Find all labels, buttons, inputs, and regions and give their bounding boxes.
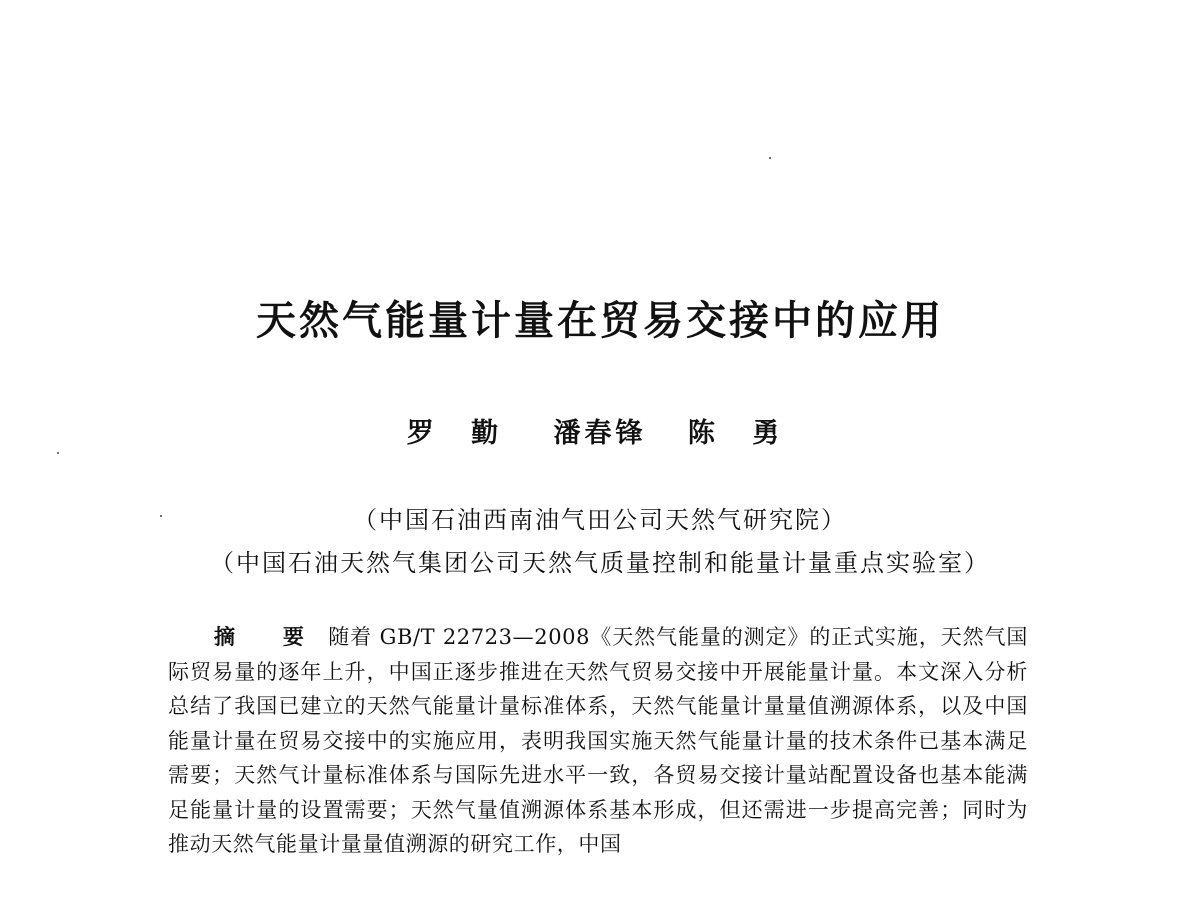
abstract-paragraph	[168, 620, 1028, 862]
abstract-text: 随着 GB/T 22723—2008《天然气能量的测定》的正式实施，天然气国际贸易量的逐年上升，中国正逐步推进在天然气贸易交接中开展能量计量。本文深入分析总结了我国已建立的天然气能量计量标准体系，天然气能量计量量值溯源体系，以及中国能量计量在贸易交接中的实施应用，表明我国实施天然气能量计量的技术条件已基本满足需要；天然气计量标准体系与国际先进水平一致，各贸易交接计量站配置设备也基本能满足能量计量的设置需要；天然气量值溯源体系基本形成，但还需进一步提高完善；同时为推动天然气能量计量量值溯源的研究工作，中国	[168, 625, 1028, 856]
abstract-label: 摘 要	[214, 625, 325, 649]
author-list	[0, 414, 1200, 454]
paper-title: 天然气能量计量在贸易交接中的应用	[256, 298, 944, 344]
author-name: 陈 勇	[687, 418, 794, 449]
author-name: 罗 勤	[406, 418, 513, 449]
scan-speck	[769, 157, 771, 159]
affiliation-line: （中国石油西南油气田公司天然气研究院）	[353, 506, 847, 534]
author-name: 潘春锋	[553, 418, 647, 449]
affiliation-line: （中国石油天然气集团公司天然气质量控制和能量计量重点实验室）	[210, 549, 990, 577]
